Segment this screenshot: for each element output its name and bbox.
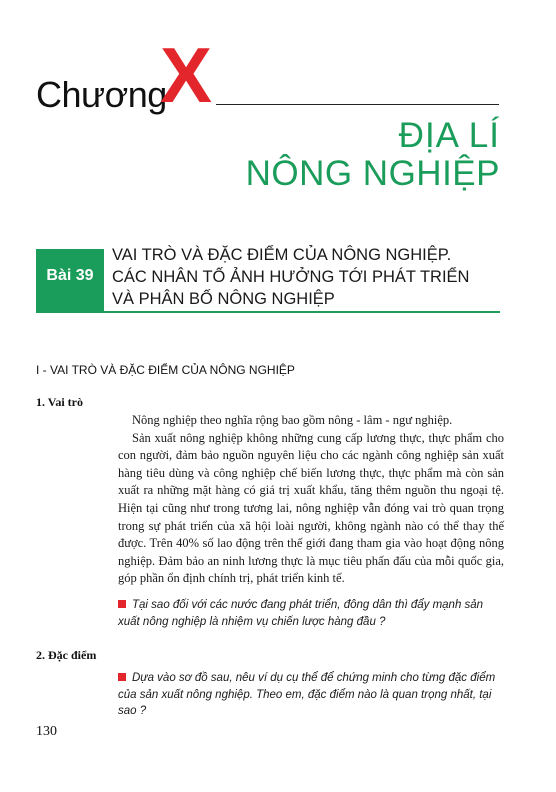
features-question [118,670,504,720]
chapter-number: X [160,31,213,119]
chapter-prefix: Chương [36,74,167,115]
question-marker-icon [118,600,126,608]
lesson-title-line: VÀ PHÂN BỐ NÔNG NGHIỆP [112,290,335,308]
lesson-title-line: VAI TRÒ VÀ ĐẶC ĐIỂM CỦA NÔNG NGHIỆP. [112,246,452,264]
lesson-rule [104,311,500,313]
role-paragraph-1: Nông nghiệp theo nghĩa rộng bao gồm nông - lâm - ngư nghiệp. [132,413,453,427]
role-paragraph-2: Sản xuất nông nghiệp không những cung cấp lương thực, thực phẩm cho con người, đảm bảo nguồn nguyên liệu cho các ngành công nghiệp sản xuất hàng tiêu dùng và công nghiệp chế biến lương thực, thực phẩm mà còn sản xuất ra những mặt hàng có giá trị xuất khẩu, tăng thêm nguồn thu ngoại tệ. Hiện tại cũng như trong tương lai, nông nghiệp vẫn đóng vai trò quan trọng trong sự phát triển của xã hội loài người, không ngành nào có thể thay thế được. Trên 40% số lao động trên thế giới đang tham gia vào hoạt động nông nghiệp. Đảm bảo an ninh lương thực là mục tiêu phấn đấu của mỗi quốc gia, góp phần ổn định chính trị, phát triển kinh tế. [118,430,504,586]
subsection-heading-features: 2. Đặc điểm [36,648,97,662]
chapter-title-line1: ĐỊA LÍ [398,116,500,155]
role-question-text: Tại sao đối với các nước đang phát triển, đông dân thì đẩy mạnh sản xuất nông nghiệp là nhiệm vụ chiến lược hàng đầu ? [118,599,484,628]
section-heading: I - VAI TRÒ VÀ ĐẶC ĐIỂM CỦA NÔNG NGHIỆP [36,363,295,377]
lesson-title [112,244,512,310]
question-marker-icon [118,673,126,681]
page-number: 130 [36,724,57,739]
features-question-text: Dựa vào sơ đồ sau, nêu ví dụ cụ thể để chứng minh cho từng đặc điểm của sản xuất nông nghiệp. Theo em, đặc điểm nào là quan trọng nhất, tại sao ? [118,672,496,717]
chapter-title-line2: NÔNG NGHIỆP [245,154,500,193]
lesson-title-line: CÁC NHÂN TỐ ẢNH HƯỞNG TỚI PHÁT TRIỂN [112,268,470,286]
subsection-heading-role: 1. Vai trò [36,395,84,409]
role-body [118,412,504,588]
chapter-rule [216,104,499,105]
lesson-label: Bài 39 [46,267,94,284]
role-question [118,597,504,630]
